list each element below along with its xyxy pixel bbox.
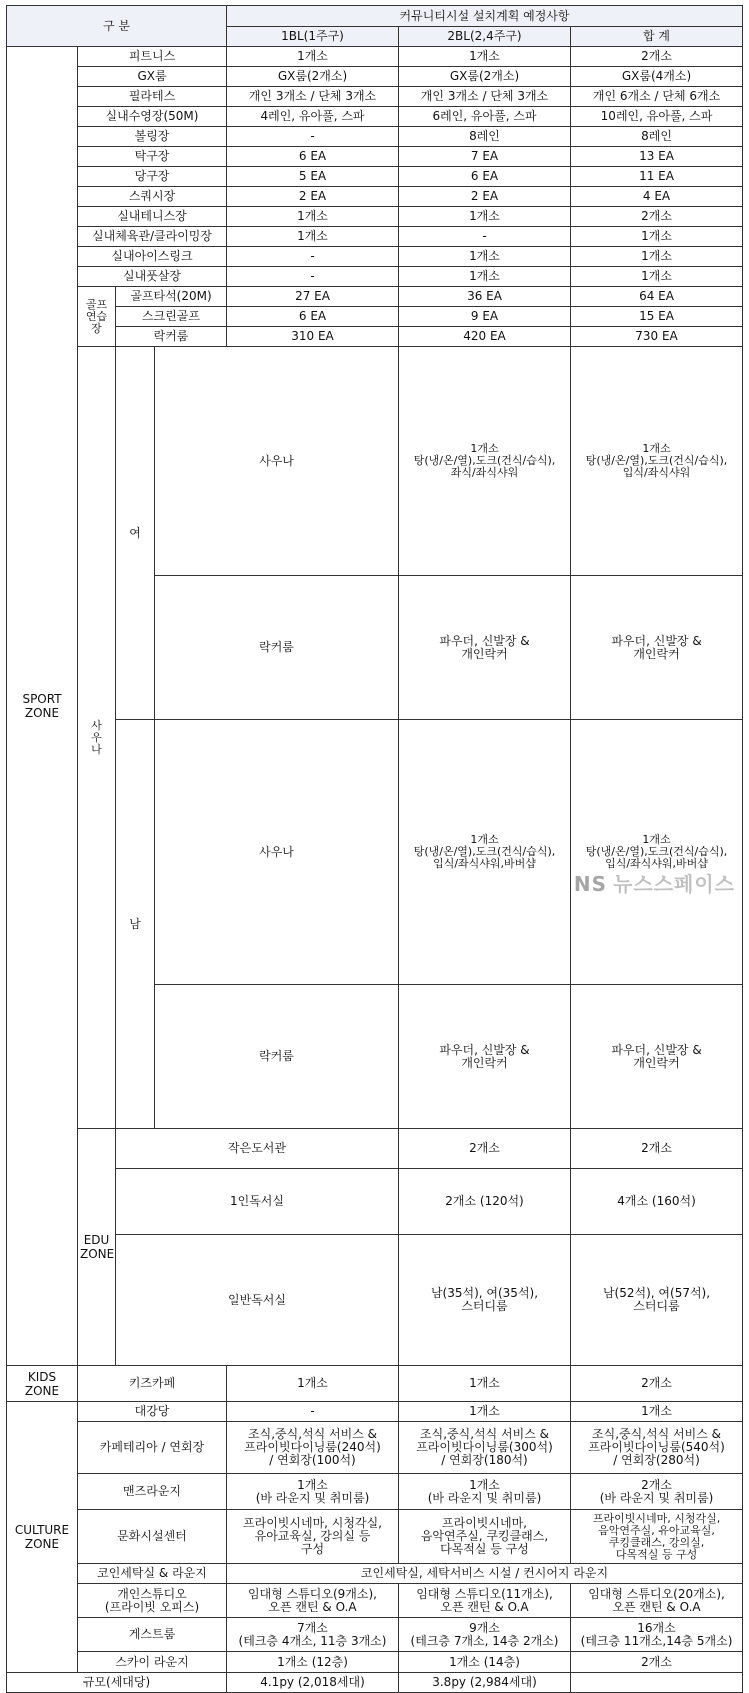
row-label: 작은도서관 xyxy=(116,1129,399,1169)
cell-1bl: 4.1py (2,018세대) xyxy=(227,1673,399,1693)
row-label: 당구장 xyxy=(78,167,227,187)
table-row xyxy=(7,227,743,247)
cell-1bl: - xyxy=(227,247,399,267)
cell-1bl: 임대형 스튜디오(9개소), 오픈 캔틴 & O.A xyxy=(227,1584,399,1618)
cell-2bl: 36 EA xyxy=(399,287,571,307)
row-label: 피트니스 xyxy=(78,47,227,67)
watermark-name: 뉴스스페이스 xyxy=(613,872,735,896)
cell-1bl: 2 EA xyxy=(227,187,399,207)
cell-2bl: 개인 3개소 / 단체 3개소 xyxy=(399,87,571,107)
cell-2bl: 1개소 탕(냉/온/열),도크(건식/습식), 입식/좌식샤워 xyxy=(571,347,743,576)
row-label: 키즈카페 xyxy=(78,1366,227,1402)
cell-2bl: 1개소 xyxy=(399,207,571,227)
row-label: 1인독서실 xyxy=(116,1169,399,1235)
cell-2bl: 9 EA xyxy=(399,307,571,327)
row-label: 일반독서실 xyxy=(116,1235,399,1366)
cell-2bl: 4개소 (160석) xyxy=(571,1169,743,1235)
table-row xyxy=(7,147,743,167)
table-row xyxy=(7,107,743,127)
cell-2bl: 2 EA xyxy=(399,187,571,207)
header-category: 구 분 xyxy=(7,6,227,47)
header-col-total: 합 계 xyxy=(571,27,743,47)
cell-merged: 코인세탁실, 세탁서비스 시설 / 컨시어지 라운지 xyxy=(227,1564,743,1584)
cell-1bl: 1개소 xyxy=(227,47,399,67)
cell-2bl: GX룸(2개소) xyxy=(399,67,571,87)
cell-2bl: 1개소 xyxy=(399,1366,571,1402)
cell-1bl: 1개소 (바 라운지 및 취미룸) xyxy=(227,1474,399,1510)
cell-total: 1개소 xyxy=(571,1402,743,1422)
cell-2bl: 조식,중식,석식 서비스 & 프라이빗다이닝룸(300석) / 연회장(180석) xyxy=(399,1422,571,1474)
row-label: 스크린골프 xyxy=(116,307,227,327)
cell-2bl: 1개소 xyxy=(399,267,571,287)
header-col-1bl: 1BL(1주구) xyxy=(227,27,399,47)
header-row-1 xyxy=(7,6,743,27)
cell-total: 4 EA xyxy=(571,187,743,207)
zone-kids: KIDS ZONE xyxy=(7,1366,78,1402)
cell-2bl: 임대형 스튜디오(11개소), 오픈 캔틴 & O.A xyxy=(399,1584,571,1618)
cell-total: 1개소 xyxy=(571,267,743,287)
table-row xyxy=(7,347,743,576)
cell-2bl: 2개소 xyxy=(571,1129,743,1169)
row-label: 사우나 xyxy=(155,347,399,576)
cell-total: 2개소 xyxy=(571,207,743,227)
zone-culture: CULTURE ZONE xyxy=(7,1402,78,1673)
table-row xyxy=(7,1584,743,1618)
watermark xyxy=(574,868,735,897)
cell-total: 13 EA xyxy=(571,147,743,167)
table-row xyxy=(7,1618,743,1652)
cell-1bl: 남(35석), 여(35석), 스터디룸 xyxy=(399,1235,571,1366)
zone-edu: EDU ZONE xyxy=(78,1129,116,1366)
row-label: 코인세탁실 & 라운지 xyxy=(78,1564,227,1584)
table-row xyxy=(7,287,743,307)
header-plan-title: 커뮤니티시설 설치계획 예정사항 xyxy=(227,6,743,27)
row-label: 개인스튜디오 (프라이빗 오피스) xyxy=(78,1584,227,1618)
row-label: 대강당 xyxy=(78,1402,227,1422)
cell-total: 프라이빗시네마, 시청각실, 음악연주실, 유아교육실, 쿠킹클래스, 강의실, 다목적실 등 구성 xyxy=(571,1510,743,1564)
row-label: 카페테리아 / 연회장 xyxy=(78,1422,227,1474)
cell-2bl: 8레인 xyxy=(399,127,571,147)
cell-total: GX룸(4개소) xyxy=(571,67,743,87)
table-row xyxy=(7,47,743,67)
table-row xyxy=(7,207,743,227)
table-row xyxy=(7,167,743,187)
cell-total: 임대형 스튜디오(20개소), 오픈 캔틴 & O.A xyxy=(571,1584,743,1618)
cell-2bl: 6 EA xyxy=(399,167,571,187)
cell-1bl: 4레인, 유아풀, 스파 xyxy=(227,107,399,127)
cell-2bl: 1개소 xyxy=(399,247,571,267)
cell-total xyxy=(571,1673,743,1693)
cell-1bl: 6 EA xyxy=(227,307,399,327)
cell-1bl: 1개소 (12층) xyxy=(227,1652,399,1673)
cell-1bl: 조식,중식,석식 서비스 & 프라이빗다이닝룸(240석) / 연회장(100석) xyxy=(227,1422,399,1474)
cell-2bl: 남(52석), 여(57석), 스터디룸 xyxy=(571,1235,743,1366)
cell-1bl: 프라이빗시네마, 시청각실, 유아교육실, 강의실 등 구성 xyxy=(227,1510,399,1564)
cell-total: 64 EA xyxy=(571,287,743,307)
row-label: 실내체육관/클라이밍장 xyxy=(78,227,227,247)
row-label: 게스트룸 xyxy=(78,1618,227,1652)
cell-1bl: 310 EA xyxy=(227,327,399,347)
cell-2bl: 파우더, 신발장 & 개인락커 xyxy=(571,985,743,1129)
cell-1bl: 1개소 탕(냉/온/열),도크(건식/습식), 좌식/좌식샤워 xyxy=(399,347,571,576)
table-row xyxy=(7,720,743,985)
cell-total: 730 EA xyxy=(571,327,743,347)
row-label: 맨즈라운지 xyxy=(78,1474,227,1510)
row-label: 락커룸 xyxy=(116,327,227,347)
table-row xyxy=(7,1673,743,1693)
cell-2bl: 1개소 탕(냉/온/열),도크(건식/습식), 입식/좌식샤워,바버샵 xyxy=(571,720,743,985)
table-row xyxy=(7,1235,743,1366)
cell-2bl: 1개소 xyxy=(399,1402,571,1422)
cell-total: 조식,중식,석식 서비스 & 프라이빗다이닝룸(540석) / 연회장(280석) xyxy=(571,1422,743,1474)
table-row xyxy=(7,127,743,147)
group-sauna: 사 우 나 xyxy=(78,347,116,1129)
cell-1bl: 1개소 탕(냉/온/열),도크(건식/습식), 입식/좌식샤워,바버샵 xyxy=(399,720,571,985)
cell-total: 1개소 xyxy=(571,227,743,247)
row-label: 필라테스 xyxy=(78,87,227,107)
row-label: GX룸 xyxy=(78,67,227,87)
gender-female: 여 xyxy=(116,347,155,720)
table-row xyxy=(7,1510,743,1564)
cell-2bl: 3.8py (2,984세대) xyxy=(399,1673,571,1693)
cell-2bl: 파우더, 신발장 & 개인락커 xyxy=(571,576,743,720)
cell-2bl: 1개소 xyxy=(399,47,571,67)
cell-total: 2개소 (바 라운지 및 취미룸) xyxy=(571,1474,743,1510)
header-col-2bl: 2BL(2,4주구) xyxy=(399,27,571,47)
cell-total: 16개소 (테크층 11개소,14층 5개소) xyxy=(571,1618,743,1652)
cell-1bl: 2개소 xyxy=(399,1129,571,1169)
table-row xyxy=(7,1129,743,1169)
cell-1bl: - xyxy=(227,267,399,287)
zone-sport: SPORT ZONE xyxy=(7,47,78,1366)
cell-2bl: 프라이빗시네마, 음악연주실, 쿠킹클래스, 다목적실 등 구성 xyxy=(399,1510,571,1564)
row-label: 규모(세대당) xyxy=(7,1673,227,1693)
cell-1bl: 개인 3개소 / 단체 3개소 xyxy=(227,87,399,107)
cell-total: 11 EA xyxy=(571,167,743,187)
row-label: 탁구장 xyxy=(78,147,227,167)
watermark-brand: NS xyxy=(573,872,608,896)
table-row xyxy=(7,1564,743,1584)
cell-1bl: 파우더, 신발장 & 개인락커 xyxy=(399,985,571,1129)
row-label: 문화시설센터 xyxy=(78,1510,227,1564)
cell-1bl: 5 EA xyxy=(227,167,399,187)
cell-2bl: 420 EA xyxy=(399,327,571,347)
row-label: 사우나 xyxy=(155,720,399,985)
row-label: 실내테니스장 xyxy=(78,207,227,227)
table-row xyxy=(7,307,743,327)
cell-1bl: 파우더, 신발장 & 개인락커 xyxy=(399,576,571,720)
cell-1bl: 6 EA xyxy=(227,147,399,167)
cell-1bl: 1개소 xyxy=(227,1366,399,1402)
row-label: 락커룸 xyxy=(155,576,399,720)
table-row xyxy=(7,87,743,107)
table-row xyxy=(7,327,743,347)
table-row xyxy=(7,1366,743,1402)
cell-1bl: 1개소 xyxy=(227,227,399,247)
row-label: 볼링장 xyxy=(78,127,227,147)
group-golf: 골프 연습 장 xyxy=(78,287,116,347)
cell-total: 2개소 xyxy=(571,47,743,67)
table-row xyxy=(7,1169,743,1235)
table-row xyxy=(7,1474,743,1510)
community-facility-table xyxy=(6,5,743,1693)
row-label: 실내수영장(50M) xyxy=(78,107,227,127)
cell-2bl: 1개소 (14층) xyxy=(399,1652,571,1673)
row-label: 스쿼시장 xyxy=(78,187,227,207)
table-row xyxy=(7,1652,743,1673)
cell-total: 15 EA xyxy=(571,307,743,327)
row-label: 실내아이스링크 xyxy=(78,247,227,267)
cell-2bl: 9개소 (테크층 7개소, 14층 2개소) xyxy=(399,1618,571,1652)
cell-1bl: - xyxy=(227,127,399,147)
cell-total: 2개소 xyxy=(571,1652,743,1673)
cell-total: 10레인, 유아풀, 스파 xyxy=(571,107,743,127)
table-row xyxy=(7,67,743,87)
table-row xyxy=(7,1402,743,1422)
row-label: 실내풋살장 xyxy=(78,267,227,287)
cell-1bl: GX룸(2개소) xyxy=(227,67,399,87)
cell-1bl: 2개소 (120석) xyxy=(399,1169,571,1235)
cell-total: 8레인 xyxy=(571,127,743,147)
cell-1bl: 7개소 (테크층 4개소, 11층 3개소) xyxy=(227,1618,399,1652)
cell-total: 2개소 xyxy=(571,1366,743,1402)
row-label: 락커룸 xyxy=(155,985,399,1129)
cell-total: 개인 6개소 / 단체 6개소 xyxy=(571,87,743,107)
row-label: 스카이 라운지 xyxy=(78,1652,227,1673)
cell-total: 1개소 xyxy=(571,247,743,267)
cell-2bl: - xyxy=(399,227,571,247)
table-row xyxy=(7,267,743,287)
table-row xyxy=(7,247,743,267)
table-row xyxy=(7,1422,743,1474)
cell-2bl: 7 EA xyxy=(399,147,571,167)
cell-1bl: - xyxy=(227,1402,399,1422)
table-row xyxy=(7,187,743,207)
cell-1bl: 27 EA xyxy=(227,287,399,307)
row-label: 골프타석(20M) xyxy=(116,287,227,307)
cell-1bl: 1개소 xyxy=(227,207,399,227)
cell-2bl: 6레인, 유아풀, 스파 xyxy=(399,107,571,127)
gender-male: 남 xyxy=(116,720,155,1129)
cell-2bl: 1개소 (바 라운지 및 취미룸) xyxy=(399,1474,571,1510)
